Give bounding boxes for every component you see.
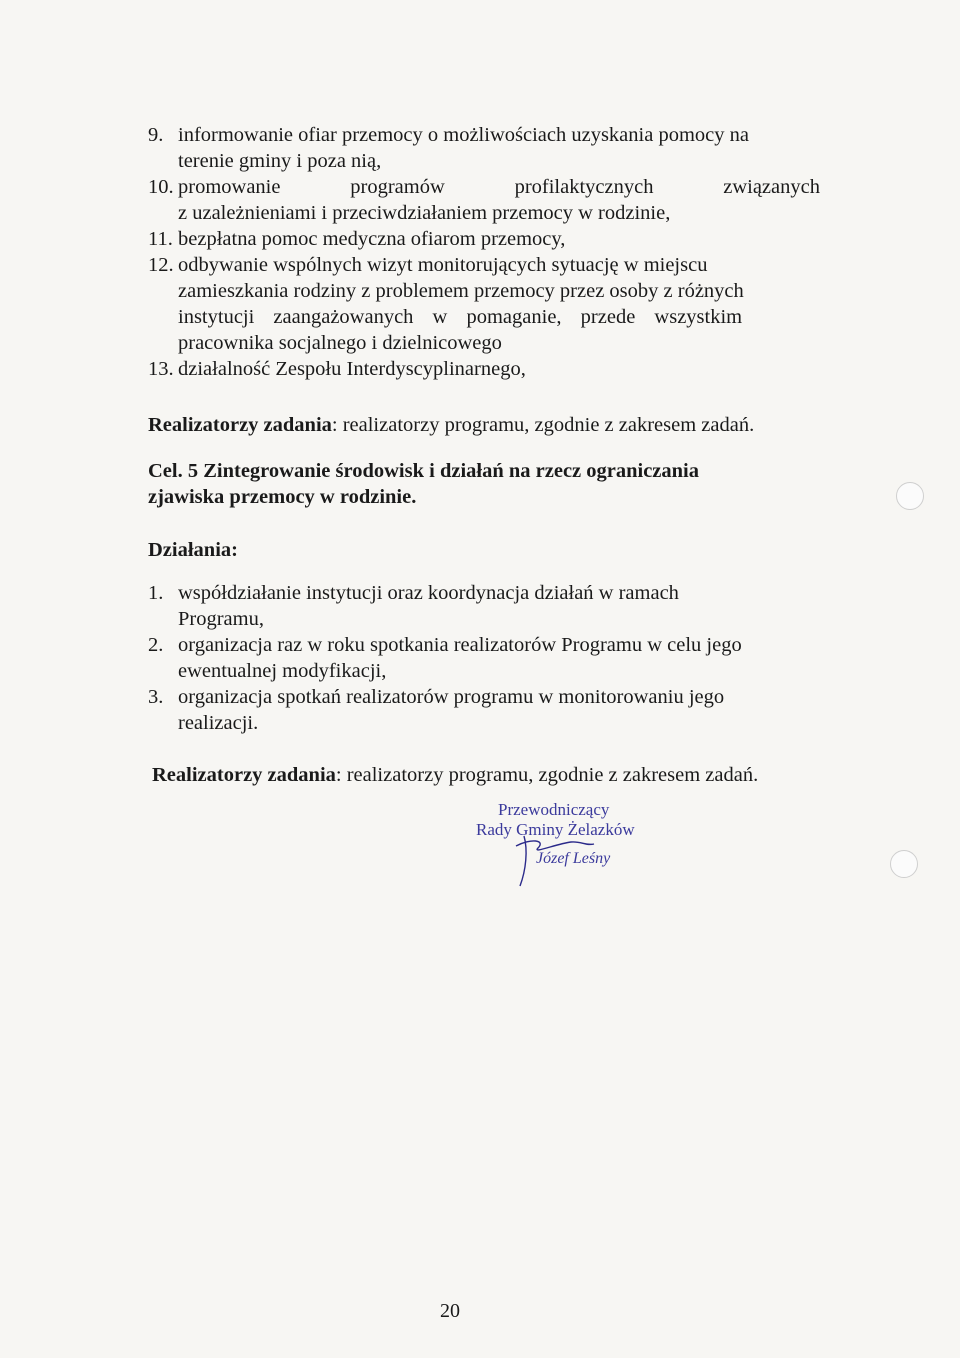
item-text: informowanie ofiar przemocy o możliwościach uzyskania pomocy na — [178, 124, 749, 146]
item-number: 2. — [148, 634, 164, 656]
word: związanych — [723, 176, 820, 198]
realizatorzy-paragraph-2 — [152, 762, 824, 788]
list-item — [148, 226, 820, 252]
item-text: Programu, — [178, 608, 264, 630]
item-number: 12. — [148, 254, 174, 276]
goal-line: zjawiska przemocy w rodzinie. — [148, 486, 417, 508]
goal-heading — [148, 458, 820, 510]
item-text-spread — [178, 174, 820, 200]
item-text: z uzależnieniami i przeciwdziałaniem przemocy w rodzinie, — [178, 202, 671, 224]
word: profilaktycznych — [514, 176, 654, 198]
item-text: organizacja raz w roku spotkania realizatorów Programu w celu jego — [178, 634, 742, 656]
realizatorzy-text: : realizatorzy programu, zgodnie z zakresem zadań. — [331, 414, 755, 436]
item-number: 13. — [148, 358, 174, 380]
official-stamp — [476, 800, 676, 890]
stamp-title: Przewodniczący — [498, 800, 610, 819]
item-text: instytucji zaangażowanych w pomaganie, przede wszystkim — [178, 306, 743, 328]
list-item — [148, 580, 820, 632]
word: programów — [350, 176, 445, 198]
measures-list — [148, 122, 820, 382]
actions-list — [148, 580, 820, 736]
list-item — [148, 122, 820, 174]
stamp-council: Rady Gminy Żelazków — [476, 820, 635, 839]
item-text: realizacji. — [178, 712, 259, 734]
list-item — [148, 632, 820, 684]
item-text: bezpłatna pomoc medyczna ofiarom przemocy, — [178, 228, 566, 250]
realizatorzy-label: Realizatorzy zadania — [152, 764, 336, 786]
item-text: działalność Zespołu Interdyscyplinarnego, — [178, 358, 526, 380]
word: promowanie — [178, 176, 281, 198]
punch-hole — [890, 850, 918, 878]
signature-icon — [476, 800, 676, 890]
list-item — [148, 252, 820, 356]
item-text: pracownika socjalnego i dzielnicowego — [178, 332, 502, 354]
item-text: terenie gminy i poza nią, — [178, 150, 382, 172]
item-number: 9. — [148, 124, 164, 146]
item-number: 3. — [148, 686, 164, 708]
list-item — [148, 684, 820, 736]
item-number: 10. — [148, 176, 174, 198]
item-text: odbywanie wspólnych wizyt monitorujących sytuację w miejscu — [178, 254, 708, 276]
realizatorzy-paragraph — [148, 412, 820, 438]
item-text: współdziałanie instytucji oraz koordynacja działań w ramach — [178, 582, 679, 604]
item-text: organizacja spotkań realizatorów programu w monitorowaniu jego — [178, 686, 725, 708]
item-text: zamieszkania rodziny z problemem przemocy przez osoby z różnych — [178, 280, 744, 302]
actions-heading: Działania: — [148, 539, 238, 561]
realizatorzy-text: : realizatorzy programu, zgodnie z zakresem zadań. — [335, 764, 759, 786]
list-item — [148, 356, 820, 382]
item-number: 11. — [148, 228, 173, 250]
punch-hole — [896, 482, 924, 510]
item-text: ewentualnej modyfikacji, — [178, 660, 387, 682]
stamp-name: Józef Leśny — [536, 850, 611, 867]
goal-line: Cel. 5 Zintegrowanie środowisk i działań na rzecz ograniczania — [148, 460, 700, 482]
page-number: 20 — [440, 1300, 460, 1322]
realizatorzy-label: Realizatorzy zadania — [148, 414, 332, 436]
item-number: 1. — [148, 582, 164, 604]
list-item — [148, 174, 820, 226]
